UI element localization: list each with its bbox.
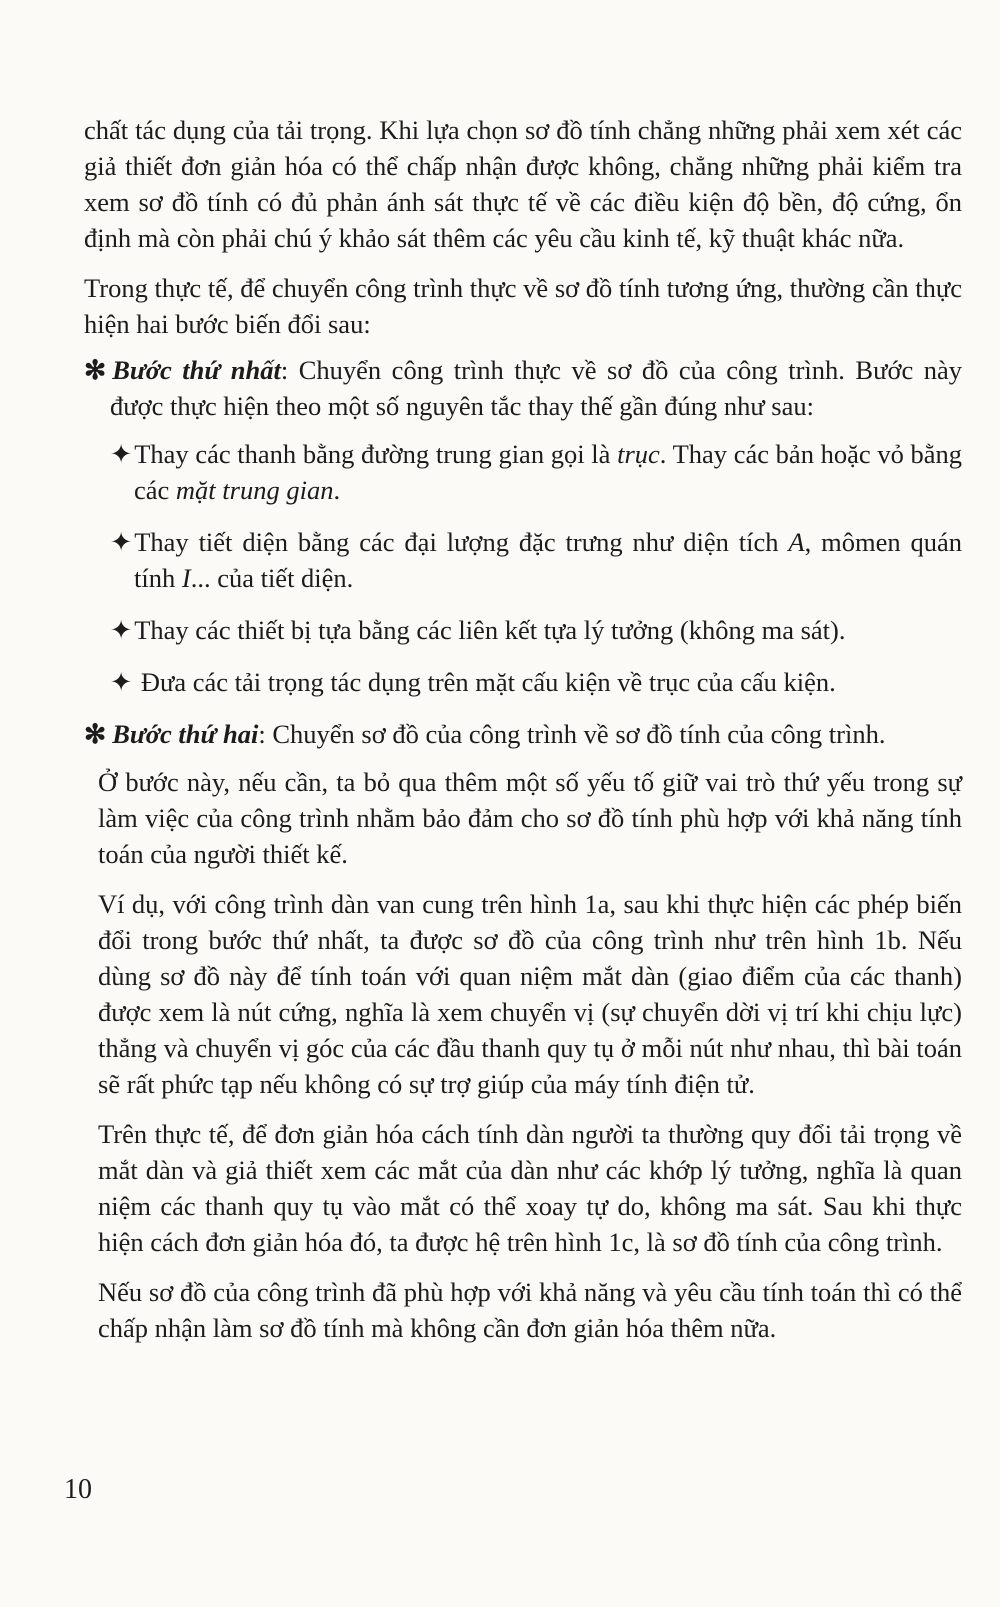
step-one — [84, 352, 962, 424]
step-two-lead: Bước thứ hai — [112, 719, 259, 749]
step-one-text: : Chuyển công trình thực về sơ đồ của công trình. Bước này được thực hiện theo một số nguyên tắc thay thế gần đúng như sau: — [110, 355, 962, 421]
step-two-text: : Chuyển sơ đồ của công trình về sơ đồ tính của công trình. — [258, 719, 886, 749]
paragraph-conclusion: Nếu sơ đồ của công trình đã phù hợp với khả năng và yêu cầu tính toán thì có thể chấp nhận làm sơ đồ tính mà không cần đơn giản hóa thêm nữa. — [98, 1277, 962, 1343]
bullet-loads-text: Đưa các tải trọng tác dụng trên mặt cấu kiện về trục của cấu kiện. — [134, 667, 836, 697]
bullet-section-text-b: , mômen quán tính — [134, 527, 962, 593]
diamond-bullet-icon: ✦ — [110, 667, 133, 697]
asterisk-icon: ✻ — [84, 719, 107, 749]
diamond-bullet-icon: ✦ — [110, 527, 133, 557]
bullet-axis — [110, 436, 962, 508]
page-number: 10 — [64, 1474, 92, 1505]
bullet-section-text-a: Thay tiết diện bằng các đại lượng đặc trưng như diện tích — [134, 527, 789, 557]
bullet-axis-text-c: . — [333, 475, 341, 505]
bullet-supports — [110, 612, 962, 648]
paragraph-example: Ví dụ, với công trình dàn van cung trên hình 1a, sau khi thực hiện các phép biến đổi trong bước thứ nhất, ta được sơ đồ của công trình như trên hình 1b. Nếu dùng sơ đồ này để tính toán với quan niệm mắt dàn (giao điểm của các thanh) được xem là nút cứng, nghĩa là xem chuyển vị (sự chuyển dời vị trí khi chịu lực) thẳng và chuyển vị góc của các đầu thanh quy tụ ở mỗi nút như nhau, thì bài toán sẽ rất phức tạp nếu không có sự trợ giúp của máy tính điện tử. — [98, 889, 962, 1099]
symbol-inertia: I — [181, 563, 191, 593]
asterisk-icon: ✻ — [84, 355, 107, 385]
paragraph-intro: chất tác dụng của tải trọng. Khi lựa chọn sơ đồ tính chẳng những phải xem xét các giả thiết đơn giản hóa có thể chấp nhận được không, chẳng những phải kiểm tra xem sơ đồ tính có đủ phản ánh sát thực tế về các điều kiện độ bền, độ cứng, ổn định mà còn phải chú ý khảo sát thêm các yêu cầu kinh tế, kỹ thuật khác nữa. — [84, 115, 962, 253]
term-mat-trung-gian: mặt trung gian — [175, 475, 334, 505]
paragraph-two-steps: Trong thực tế, để chuyển công trình thực về sơ đồ tính tương ứng, thường cần thực hiện hai bước biến đổi sau: — [84, 273, 962, 339]
paragraph-step-two-detail: Ở bước này, nếu cần, ta bỏ qua thêm một số yếu tố giữ vai trò thứ yếu trong sự làm việc của công trình nhằm bảo đảm cho sơ đồ tính phù hợp với khả năng tính toán của người thiết kế. — [98, 767, 962, 869]
bullet-axis-text-b: . Thay các bản hoặc vỏ bằng các — [134, 439, 963, 505]
diamond-bullet-icon: ✦ — [110, 439, 133, 469]
bullet-supports-text: Thay các thiết bị tựa bằng các liên kết tựa lý tưởng (không ma sát). — [134, 615, 846, 645]
symbol-area: A — [788, 527, 805, 557]
step-two — [84, 716, 962, 752]
paragraph-simplification: Trên thực tế, để đơn giản hóa cách tính dàn người ta thường quy đổi tải trọng về mắt dàn và giả thiết xem các mắt của dàn như các khớp lý tưởng, nghĩa là quan niệm các thanh quy tụ vào mắt có thể xoay tự do, không ma sát. Sau khi thực hiện cách đơn giản hóa đó, ta được hệ trên hình 1c, là sơ đồ tính của công trình. — [98, 1119, 962, 1257]
bullet-loads — [110, 664, 962, 700]
bullet-section — [110, 524, 962, 596]
bullet-section-text-c: ... của tiết diện. — [190, 563, 354, 593]
term-truc: trục — [617, 439, 660, 469]
page-body — [84, 112, 962, 1360]
bullet-axis-text-a: Thay các thanh bằng đường trung gian gọi là — [134, 439, 618, 469]
step-one-lead: Bước thứ nhất — [112, 355, 281, 385]
diamond-bullet-icon: ✦ — [110, 615, 133, 645]
